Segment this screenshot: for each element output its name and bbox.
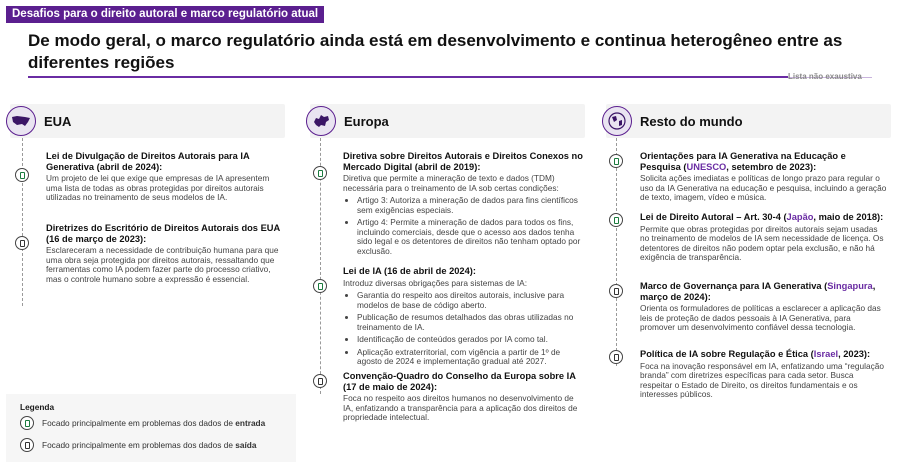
timeline-eua xyxy=(22,138,23,306)
page-title: De modo geral, o marco regulatório ainda está em desenvolvimento e continua heterogêneo entre as diferentes regiões xyxy=(28,31,843,72)
section-tag: Desafios para o direito autoral e marco regulatório atual xyxy=(6,6,324,23)
item-title: Lei de Divulgação de Direitos Autorais para IA Generativa (abril de 2024): xyxy=(46,151,250,172)
item-text: Orienta os formuladores de políticas a esclarecer a aplicação das leis de proteção de dados pessoais à IA Generativa, para promover um desenvolvimento confiável dessa tecnologia. xyxy=(640,303,881,332)
item-intro: Introduz diversas obrigações para sistemas de IA: xyxy=(343,277,528,288)
item-title-part: Orientações para IA Generativa na Educação e Pesquisa ( xyxy=(640,151,846,172)
item-title: Lei de IA (16 de abril de 2024): xyxy=(343,266,476,276)
item-title: Diretrizes do Escritório de Direitos Autorais dos EUA (16 de março de 2023): xyxy=(46,223,280,244)
item-title-part: Marco de Governança para IA Generativa ( xyxy=(640,281,828,291)
column-label: Europa xyxy=(344,113,389,129)
data-output-icon xyxy=(313,374,327,388)
legend-title: Legenda xyxy=(20,402,55,412)
item-title-part: Lei de Direito Autoral – Art. 30-4 ( xyxy=(640,212,787,222)
item-text xyxy=(343,279,585,367)
resto-item-3 xyxy=(640,281,888,333)
legend xyxy=(6,394,296,462)
legend-text: Focado principalmente em problemas dos dados de xyxy=(42,418,233,428)
europa-item-2 xyxy=(343,266,585,370)
bullet-item: • Artigo 4: Permite a mineração de dados para todos os fins, incluindo comerciais, desde que o acesso aos dados tenha sido legal e os detentores de direitos não tenham optado por exclusão. xyxy=(357,218,585,256)
item-text: Um projeto de lei que exige que empresas de IA apresentem uma lista de todas as obras protegidas por direitos autorais utilizadas no treinamento de seus modelos de IA. xyxy=(46,173,270,202)
resto-item-4 xyxy=(640,349,888,400)
eua-item-2 xyxy=(46,223,284,284)
column-label: Resto do mundo xyxy=(640,113,743,129)
item-text: Esclareceram a necessidade de contribuição humana para que uma obra seja protegida por direitos autorais, ressaltando que ferramentas como IA podem fazer parte do processo criativo, mas o controle humano sobre a expressão é essencial. xyxy=(46,245,279,284)
world-globe-icon xyxy=(602,106,632,136)
data-output-icon xyxy=(15,236,29,250)
item-title: Convenção-Quadro do Conselho da Europa sobre IA (17 de maio de 2024): xyxy=(343,371,576,392)
data-input-icon xyxy=(313,279,327,293)
item-title-highlight: Singapura xyxy=(827,281,873,291)
resto-item-2 xyxy=(640,212,888,263)
item-text xyxy=(343,174,585,256)
bullet-item: • Garantia do respeito aos direitos autorais, inclusive para modelos de base de código aberto. xyxy=(357,291,585,310)
item-title-part: , maio de 2018): xyxy=(813,212,884,222)
eua-item-1 xyxy=(46,151,284,203)
bullet-item: • Identificação de conteúdos gerados por IA como tal. xyxy=(357,335,585,345)
item-title-part: , 2023): xyxy=(838,349,871,359)
data-input-icon xyxy=(15,168,29,182)
usa-map-icon xyxy=(6,106,36,136)
data-input-icon xyxy=(313,166,327,180)
item-title xyxy=(640,349,888,360)
item-title xyxy=(640,281,888,302)
item-text: Foca na inovação responsável em IA, enfatizando uma “regulação branda” com diretrizes específicas para cada setor. Busca respeitar o Estado de Direito, os direitos fundamentais e os interesses públicos. xyxy=(640,360,884,399)
bullet-item: • Aplicação extraterritorial, com vigência a partir de 1º de agosto de 2024 e implementação gradual até 2027. xyxy=(357,348,585,367)
item-title-part: , março de 2024): xyxy=(640,281,876,302)
data-output-icon xyxy=(609,284,623,298)
item-title-part: , setembro de 2023): xyxy=(726,161,817,172)
europe-map-icon xyxy=(306,106,336,136)
item-title: Diretiva sobre Direitos Autorais e Direitos Conexos no Mercado Digital (abril de 2019): xyxy=(343,151,583,172)
data-output-icon xyxy=(20,438,34,452)
timeline-resto xyxy=(616,138,617,366)
data-input-icon xyxy=(609,154,623,168)
data-output-icon xyxy=(609,350,623,364)
bullet-item: • Publicação de resumos detalhados das obras utilizadas no treinamento de IA. xyxy=(357,313,585,332)
resto-item-1 xyxy=(640,151,888,203)
legend-entry-entrada xyxy=(20,416,265,430)
europa-item-3 xyxy=(343,371,585,423)
column-header-europa xyxy=(310,104,585,138)
item-text: Permite que obras protegidas por direitos autorais sejam usadas no treinamento de modelos de IA sem necessidade de licença. Os detentores de direitos não podem optar pela exclusão, e não há exigência de transparência. xyxy=(640,223,884,262)
item-title xyxy=(640,151,888,172)
legend-bold: saída xyxy=(235,440,257,450)
legend-entry-saida xyxy=(20,438,256,452)
legend-text: Focado principalmente em problemas dos dados de xyxy=(42,440,233,450)
column-label: EUA xyxy=(44,113,72,129)
column-resto-do-mundo xyxy=(606,104,891,138)
column-header-eua xyxy=(10,104,285,138)
item-title-part: Política de IA sobre Regulação e Ética ( xyxy=(640,349,814,359)
title-divider xyxy=(28,76,788,78)
column-header-resto xyxy=(606,104,891,138)
legend-bold: entrada xyxy=(235,418,266,428)
item-title-highlight: Israel xyxy=(813,349,839,359)
item-title xyxy=(640,212,888,223)
item-title-highlight: Japão xyxy=(786,212,814,222)
item-text: Foca no respeito aos direitos humanos no desenvolvimento de IA, enfatizando a transparência para a aplicação dos direitos de propriedade intelectual. xyxy=(343,393,578,422)
column-europa xyxy=(310,104,585,138)
europa-item-1 xyxy=(343,151,585,259)
item-text: Solicita ações imediatas e políticas de longo prazo para regular o uso da IA Generativa na educação e pesquisa, incluindo a geração de texto, imagem, vídeo e música. xyxy=(640,173,887,202)
data-input-icon xyxy=(609,213,623,227)
bullet-item: • Artigo 3: Autoriza a mineração de dados para fins científicos sem exigências especiais. xyxy=(357,196,585,215)
column-eua xyxy=(10,104,285,138)
item-intro: Diretiva que permite a mineração de texto e dados (TDM) necessária para o treinamento de IA sob certas condições: xyxy=(343,173,559,193)
data-input-icon xyxy=(20,416,34,430)
item-title-highlight: UNESCO xyxy=(686,161,727,172)
non-exhaustive-note: Lista não exaustiva xyxy=(788,72,862,81)
